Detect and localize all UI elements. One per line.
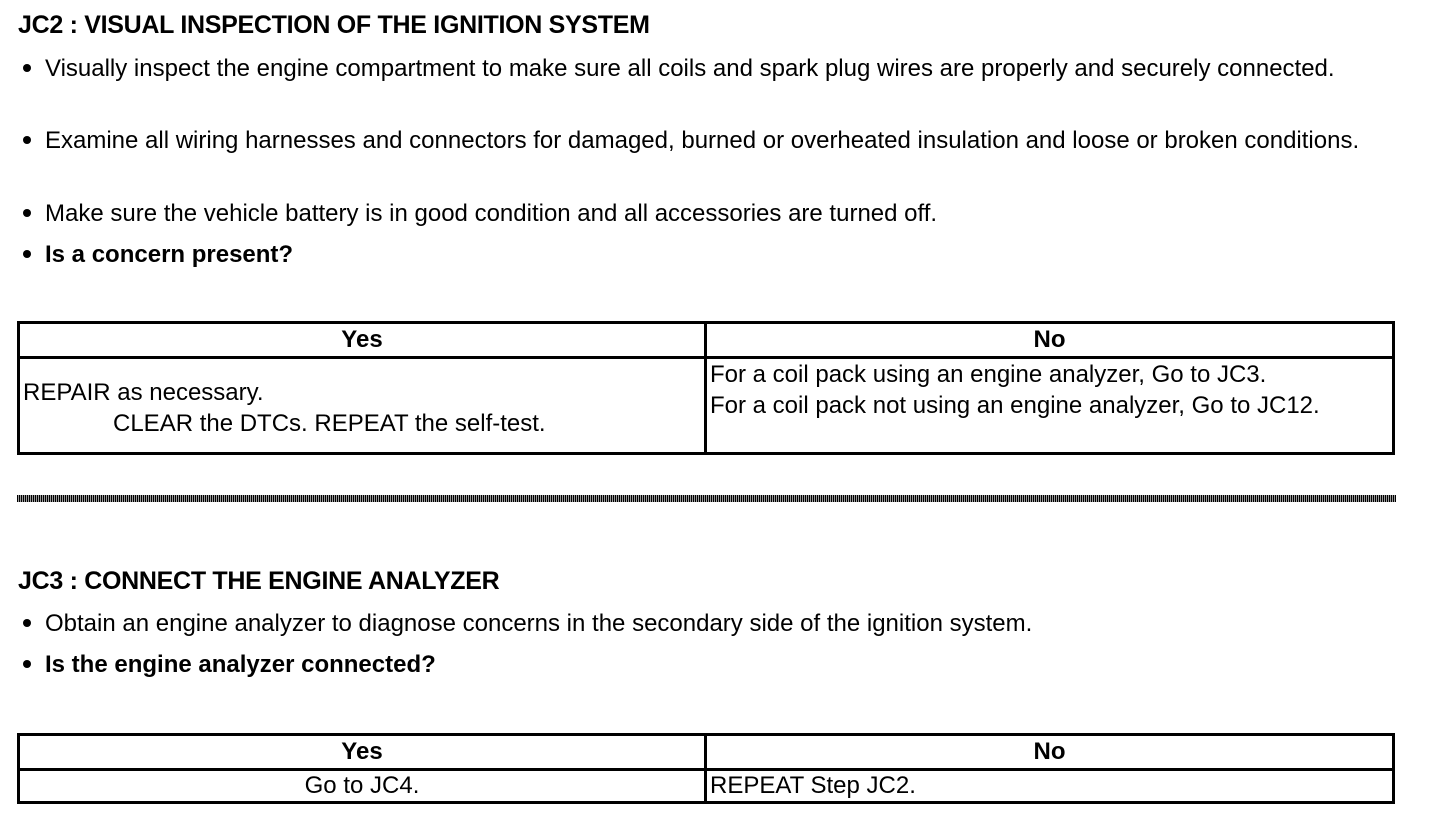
no-cell-line-2: For a coil pack not using an engine analyzer, Go to JC12. xyxy=(710,392,1320,419)
jc3-result-table xyxy=(17,733,1395,804)
table-header-row xyxy=(19,735,1394,770)
no-header: No xyxy=(706,323,1394,358)
jc3-question-text: Is the engine analyzer connected? xyxy=(45,651,436,678)
no-cell: REPEAT Step JC2. xyxy=(706,770,1394,803)
yes-header: Yes xyxy=(19,735,706,770)
yes-cell: Go to JC4. xyxy=(19,770,706,803)
bullet-dot-icon xyxy=(23,660,31,668)
jc2-bullet-1 xyxy=(17,53,1407,84)
bullet-dot-icon xyxy=(23,619,31,627)
jc3-heading: JC3 : CONNECT THE ENGINE ANALYZER xyxy=(18,567,500,595)
bullet-dot-icon xyxy=(23,209,31,217)
jc3-bullet-1-text: Obtain an engine analyzer to diagnose concerns in the secondary side of the ignition system. xyxy=(45,610,1033,637)
jc2-bullet-1-text: Visually inspect the engine compartment to make sure all coils and spark plug wires are properly and securely connected. xyxy=(45,55,1335,82)
jc2-heading: JC2 : VISUAL INSPECTION OF THE IGNITION SYSTEM xyxy=(18,11,650,39)
jc2-question-text: Is a concern present? xyxy=(45,241,294,268)
jc3-question xyxy=(17,649,1407,680)
yes-header: Yes xyxy=(19,323,706,358)
bullet-dot-icon xyxy=(23,250,31,258)
no-cell-line-1: For a coil pack using an engine analyzer, Go to JC3. xyxy=(710,361,1267,388)
bullet-dot-icon xyxy=(23,64,31,72)
jc2-bullet-3 xyxy=(17,198,1407,229)
yes-cell xyxy=(19,358,706,454)
jc2-bullet-2-text: Examine all wiring harnesses and connectors for damaged, burned or overheated insulation and loose or broken conditions. xyxy=(45,127,1360,154)
yes-cell-line-2: CLEAR the DTCs. REPEAT the self-test. xyxy=(113,409,546,437)
table-header-row xyxy=(19,323,1394,358)
jc3-bullet-1 xyxy=(17,608,1407,639)
no-header: No xyxy=(706,735,1394,770)
table-row xyxy=(19,358,1394,454)
bullet-dot-icon xyxy=(23,136,31,144)
jc2-result-table xyxy=(17,321,1395,455)
section-divider xyxy=(17,495,1396,502)
jc2-bullet-2 xyxy=(17,125,1407,156)
no-cell xyxy=(706,358,1394,454)
jc2-question xyxy=(17,239,1407,270)
jc2-bullet-3-text: Make sure the vehicle battery is in good condition and all accessories are turned off. xyxy=(45,200,938,227)
yes-cell-line-1: REPAIR as necessary. xyxy=(23,378,264,406)
table-row xyxy=(19,770,1394,803)
